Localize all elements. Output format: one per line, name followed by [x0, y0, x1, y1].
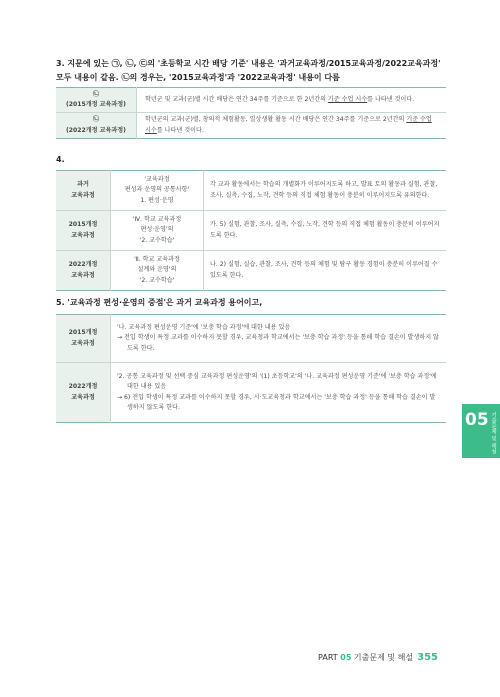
underlined-text: 기준 수업 시수 [145, 116, 432, 134]
section-line: '교육과정 [144, 175, 170, 183]
q4-row-text: 가. 5) 실험, 관찰, 조사, 실측, 수집, 노작, 견학 등의 직접 체험 활동이 충분히 이루어지도록 한다. [204, 211, 447, 251]
page-footer [318, 652, 438, 663]
section-line: 'Ⅱ. 학교 교육과정 [134, 255, 180, 263]
footer-title: 기출문제 및 해설 [351, 653, 414, 662]
section-line: 편성·운영'의 [140, 226, 174, 234]
q5-row-label: 2022개정 교육과정 [56, 363, 111, 423]
section-line: 1. 편성·운영 [140, 196, 174, 204]
text-line: → 6) 전입 학생이 특정 교과를 이수하지 못할 경우, 시·도교육청과 학교에서는 '보충 학습 과정' 등을 통해 학습 결손이 발생하지 않도록 한다. [117, 393, 436, 411]
q3-row-label [56, 88, 137, 113]
section-line: 편성과 운영의 공통사항' [124, 186, 190, 194]
question-5-heading: 5. '교육과정 편성·운영의 중점'은 과거 교육과정 용어이고, [56, 298, 263, 307]
q3-row-text [137, 88, 447, 113]
circled-mark: ㉡ [92, 116, 100, 123]
curriculum-label: (2022개정 교육과정) [66, 126, 126, 134]
question-4-heading: 4. [56, 155, 65, 164]
q5-row-label: 2015개정 교육과정 [56, 315, 111, 363]
q5-row-text [111, 315, 447, 363]
chapter-title: 기출문제 및 해설 [490, 412, 496, 454]
q4-row-section [111, 251, 204, 291]
q5-row-text [111, 363, 447, 423]
q4-row-label: 2022개정 교육과정 [56, 251, 111, 291]
q3-row-text [137, 113, 447, 139]
q4-row-section [111, 171, 204, 211]
q4-row-text: 각 교과 활동에서는 학습의 개별화가 이루어지도록 하고, 발표 토의 활동과 실험, 관찰, 조사, 실측, 수집, 노작, 견학 등의 직접 체험 활동이 충분히 이루어지도록 유의한다. [210, 181, 438, 199]
chapter-side-tab [462, 404, 500, 458]
text-line: '나. 교육과정 편성운영 기준'에 '보충 학습 과정'에 대한 내용 있음 [117, 323, 291, 331]
section-line: 'Ⅳ. 학교 교육과정 [132, 215, 182, 223]
curriculum-label: (2015개정 교육과정) [66, 101, 126, 108]
question-3-number: 3. [56, 59, 65, 68]
text-part: 를 나타낸 것이다. [156, 126, 204, 134]
footer-part-label: PART [318, 653, 341, 662]
section-line: '2. 교수학습' [139, 276, 175, 284]
q4-row-label: 과거 교육과정 [56, 171, 111, 211]
circled-mark: ㉡ [92, 90, 100, 98]
section-line: '2. 교수학습' [139, 236, 175, 244]
text-line: '2. 공통 교육과정 및 선택 중심 교육과정 편성운영'의 '(1) 초등학교'의 '나. 교육과정 편성운영 기준'에 '보충 학습 과정'에 대한 내용 있음 [117, 372, 437, 390]
text-part: 학년군 및 교과(군)별 시간 배당은 연간 34주를 기준으로 한 2년간의 [145, 95, 328, 103]
q3-row-label [56, 113, 137, 139]
underlined-text: 기준 수업 시수 [327, 95, 368, 103]
section-line: 설계와 운영'의 [137, 266, 177, 274]
q3-table [56, 87, 446, 139]
q5-table [56, 314, 446, 423]
footer-part-number: 05 [340, 653, 352, 662]
text-line: → 전입 학생이 특정 교과를 이수하지 못할 경우, 교육청과 학교에서는 '보충 학습 과정' 등을 통해 학습 결손이 발생하지 않도록 한다. [117, 334, 439, 352]
chapter-number: 05 [465, 410, 489, 430]
q4-row-section [111, 211, 204, 251]
text-part: 학년군의 교과(군)별, 창의적 체험활동, 일상생활 활동 시간 배당은 연간 34주를 기준으로 2년간의 [145, 116, 407, 123]
text-part: 를 나타낸 것이다. [367, 95, 415, 103]
question-3-text: 지문에 있는 ㉠, ㉡, ㉢의 '초등학교 시간 배당 기준' 내용은 '과거교육과정/2015교육과정/2022교육과정' 모두 내용이 같음. ㉡의 경우는, '2015교육과정'과 '2022교육과정' 내용이 다름 [56, 59, 441, 82]
q4-row-text: 나. 2) 실험, 실습, 관찰, 조사, 견학 등의 체험 및 탐구 활동 경험이 충분히 이루어질 수 있도록 한다. [204, 251, 447, 291]
q4-table [56, 170, 446, 291]
page-number: 355 [417, 652, 438, 663]
question-3 [56, 57, 451, 85]
q4-row-label: 2015개정 교육과정 [56, 211, 111, 251]
